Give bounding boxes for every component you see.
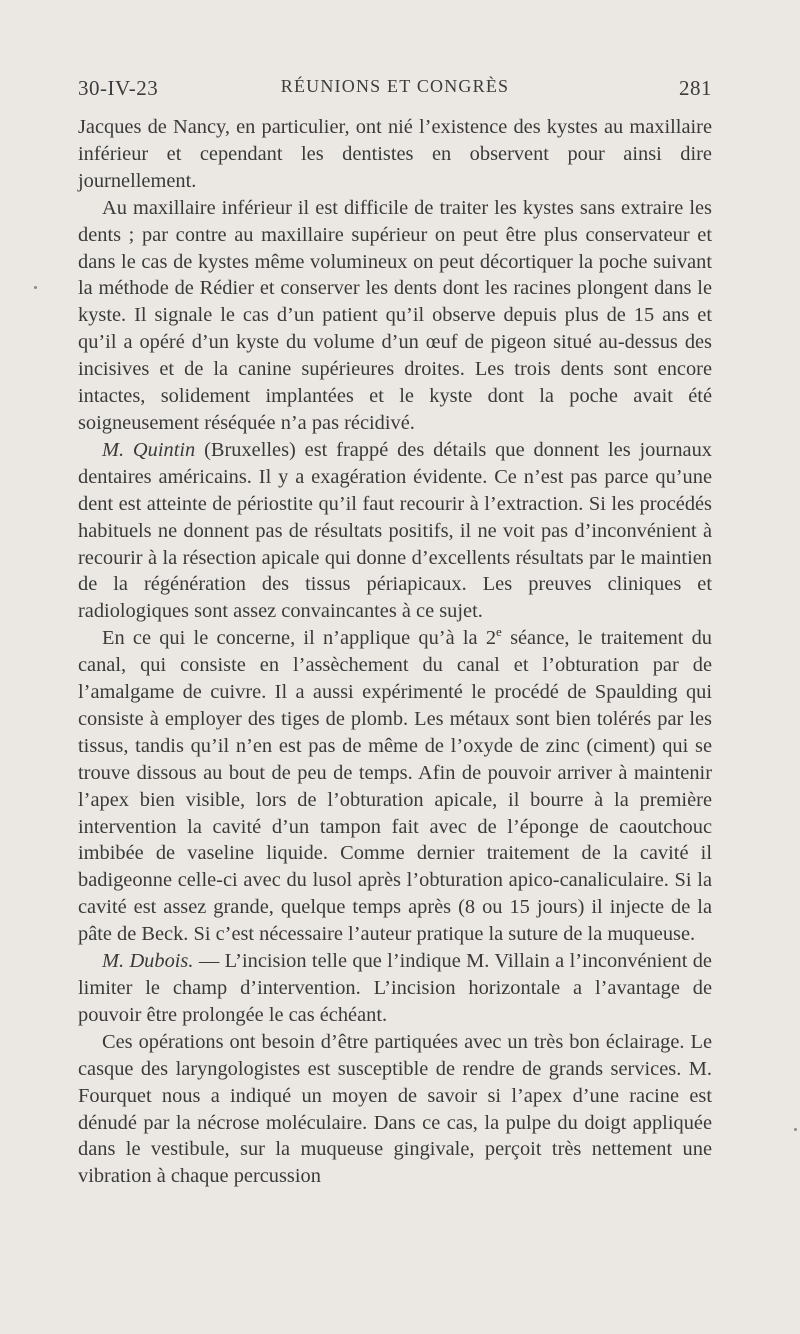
paper-speck (34, 286, 37, 289)
speaker-name: M. Dubois. (102, 950, 194, 973)
page-number: 281 (679, 76, 712, 100)
article-body (78, 114, 712, 1190)
paragraph-text: (Bruxelles) est frappé des détails que donnent les journaux dentaires américains. Il y a exagération évidente. Ce n’est pas parce qu’une dent est atteinte de périostite qu’il faut recourir à l’extraction. Si les procédés habituels ne donnent pas de résultats positifs, il ne voit pas d’inconvénient à recourir à la résection apicale qui donne d’excellents résultats par le maintien de la régénération des tissus périapicaux. Les preuves cliniques et radiologiques sont assez convaincantes à ce sujet. (78, 438, 712, 623)
header-title: RÉUNIONS ET CONGRÈS (280, 76, 510, 96)
paragraph-text: Ces opérations ont besoin d’être partiquées avec un très bon éclairage. Le casque des laryngologistes est susceptible de rendre de grands services. M. Fourquet nous a indiqué un moyen de savoir si l’apex d’une racine est dénudé par la nécrose moléculaire. Dans ce cas, la pulpe du doigt appliquée dans le vestibule, sur la muqueuse gingivale, perçoit très nettement une vibration à chaque percussion (78, 1030, 712, 1188)
paragraph-1 (78, 114, 712, 195)
running-header (78, 76, 712, 102)
paragraph-text: séance, le traitement du canal, qui consiste en l’assèchement du canal et l’obturation par de l’amalgame de cuivre. Il a aussi expérimenté le procédé de Spaulding qui consiste à employer des tiges de plomb. Les métaux sont bien tolérés par les tissus, tandis qu’il n’en est pas de même de l’oxyde de zinc (ciment) qui se trouve dissous au bout de peu de temps. Afin de pouvoir arriver à maintenir l’apex bien visible, lors de l’obturation apicale, il bourre à la première intervention la cavité d’un tampon fait avec de l’éponge de caoutchouc imbibée de vaseline liquide. Comme dernier traitement de la cavité il badigeonne celle-ci avec du lusol après l’obturation apico-canaliculaire. Si la cavité est assez grande, quelque temps après (8 ou 15 jours) il injecte de la pâte de Beck. Si c’est nécessaire l’auteur pratique la suture de la muqueuse. (78, 627, 712, 946)
paragraph-6 (78, 1029, 712, 1190)
paragraph-3 (78, 437, 712, 625)
paper-speck (794, 1128, 797, 1131)
paragraph-text: Au maxillaire inférieur il est difficile de traiter les kystes sans extraire les dents ; par contre au maxillaire supérieur on peut être plus conservateur et dans le cas de kystes même volumineux on peut décortiquer la poche suivant la méthode de Rédier et conserver les dents dont les racines plongent dans le kyste. Il signale le cas d’un patient qu’il observe depuis plus de 15 ans et qu’il a opéré d’un kyste du volume d’un œuf de pigeon situé au-dessus des incisives et de la canine supérieures droites. Les trois dents sont encore intactes, solidement implantées et le kyste dont la poche avait été soigneusement réséquée n’a pas récidivé. (78, 196, 712, 434)
paragraph-text: — L’incision telle que l’indique M. Villain a l’inconvénient de limiter le champ d’intervention. L’incision horizontale a l’avantage de pouvoir être prolongée le cas échéant. (78, 950, 712, 1026)
paragraph-5 (78, 948, 712, 1029)
ordinal-superscript: e (496, 624, 502, 640)
paragraph-text: Jacques de Nancy, en particulier, ont nié l’existence des kystes au maxillaire inférieur et cependant les dentistes en observent pour ainsi dire journellement. (78, 116, 712, 192)
header-date: 30-IV-23 (78, 76, 159, 100)
speaker-name: M. Quintin (102, 438, 196, 461)
paragraph-2 (78, 195, 712, 437)
paragraph-4 (78, 625, 712, 948)
paragraph-text: En ce qui le concerne, il n’applique qu’à la 2 (102, 627, 497, 650)
